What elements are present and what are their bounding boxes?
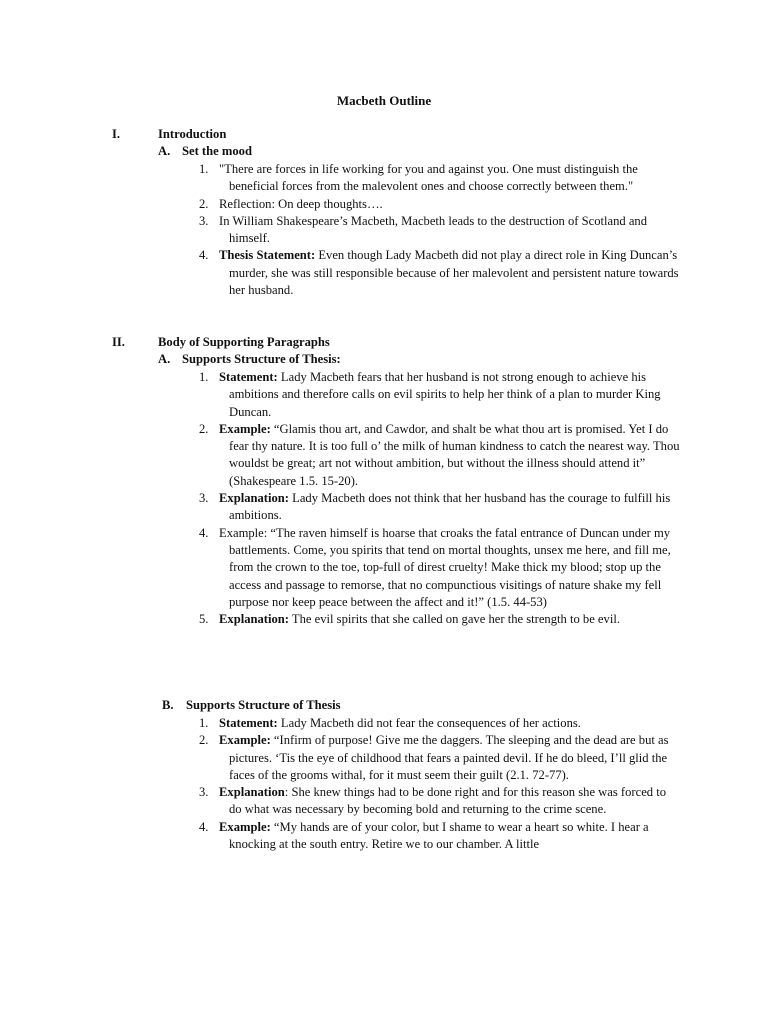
section-heading: Introduction <box>158 127 227 141</box>
list-item: 2. Example: “Glamis thou art, and Cawdor, and shalt be what thou art is promised. Yet I do fear thy nature. It is too full o’ the milk of human kindness to catch the nearest way. Thou wouldst be great; art not without ambition, but without the illness should attend it” (Shakespeare 1.5. 15-20). <box>199 421 680 488</box>
list-item: 4. Thesis Statement: Even though Lady Macbeth did not play a direct role in King Duncan’s murder, she was still responsible because of her malevolent and persistent nature towards her husband. <box>199 248 679 298</box>
subsection-heading: A. Set the mood <box>158 144 252 158</box>
list-item: 4. Example: “The raven himself is hoarse that croaks the fatal entrance of Duncan under my battlements. Come, you spirits that tend on mortal thoughts, unsex me here, and fill me, from the crown to the toe, top-full of direst cruelty! Make thick my blood; stop up the access and passage to remorse, that no compunctious visitings of nature shake my fell purpose nor keep peace between the affect and it!” (1.5. 44-53) <box>199 525 671 609</box>
subsection-heading: B. Supports Structure of Thesis <box>162 698 341 712</box>
list-item: 3. Explanation: Lady Macbeth does not think that her husband has the courage to fulfill his ambitions. <box>199 491 671 523</box>
list-item: 1. Statement: Lady Macbeth fears that her husband is not strong enough to achieve his ambitions and therefore calls on evil spirits to help her think of a plan to murder King Duncan. <box>199 370 661 419</box>
list-item: 5. Explanation: The evil spirits that she called on gave her the strength to be evil. <box>199 612 620 627</box>
list-item: 2. Example: “Infirm of purpose! Give me the daggers. The sleeping and the dead are but as pictures. ‘Tis the eye of childhood that fears a painted devil. If he do bleed, I’ll glid the faces of the grooms withal, for it must seem their guilt (2.1. 72-77). <box>199 733 669 782</box>
list-item: 4. Example: “My hands are of your color, but I shame to wear a heart so white. I hear a knocking at the south entry. Retire we to our chamber. A little <box>199 819 649 852</box>
outline-list <box>180 161 680 299</box>
section-numeral: I. <box>112 127 121 141</box>
outline-list <box>180 715 680 853</box>
list-item: 2. Reflection: On deep thoughts…. <box>199 196 383 211</box>
list-item: 3. In William Shakespeare’s Macbeth, Macbeth leads to the destruction of Scotland and himself. <box>199 213 648 246</box>
subsection-heading: A. Supports Structure of Thesis: <box>158 352 341 366</box>
list-item: 1. "There are forces in life working for you and against you. One must distinguish the beneficial forces from the malevolent ones and choose correctly between them." <box>199 162 638 194</box>
list-item: 3. Explanation: She knew things had to be done right and for this reason she was forced to do what was necessary by becoming bold and returning to the crime scene. <box>199 785 667 817</box>
list-item: 1. Statement: Lady Macbeth did not fear the consequences of her actions. <box>199 716 581 730</box>
section-heading: Body of Supporting Paragraphs <box>158 335 330 349</box>
document-title: Macbeth Outline <box>336 93 432 108</box>
outline-list <box>180 369 680 628</box>
section-numeral: II. <box>112 335 125 349</box>
